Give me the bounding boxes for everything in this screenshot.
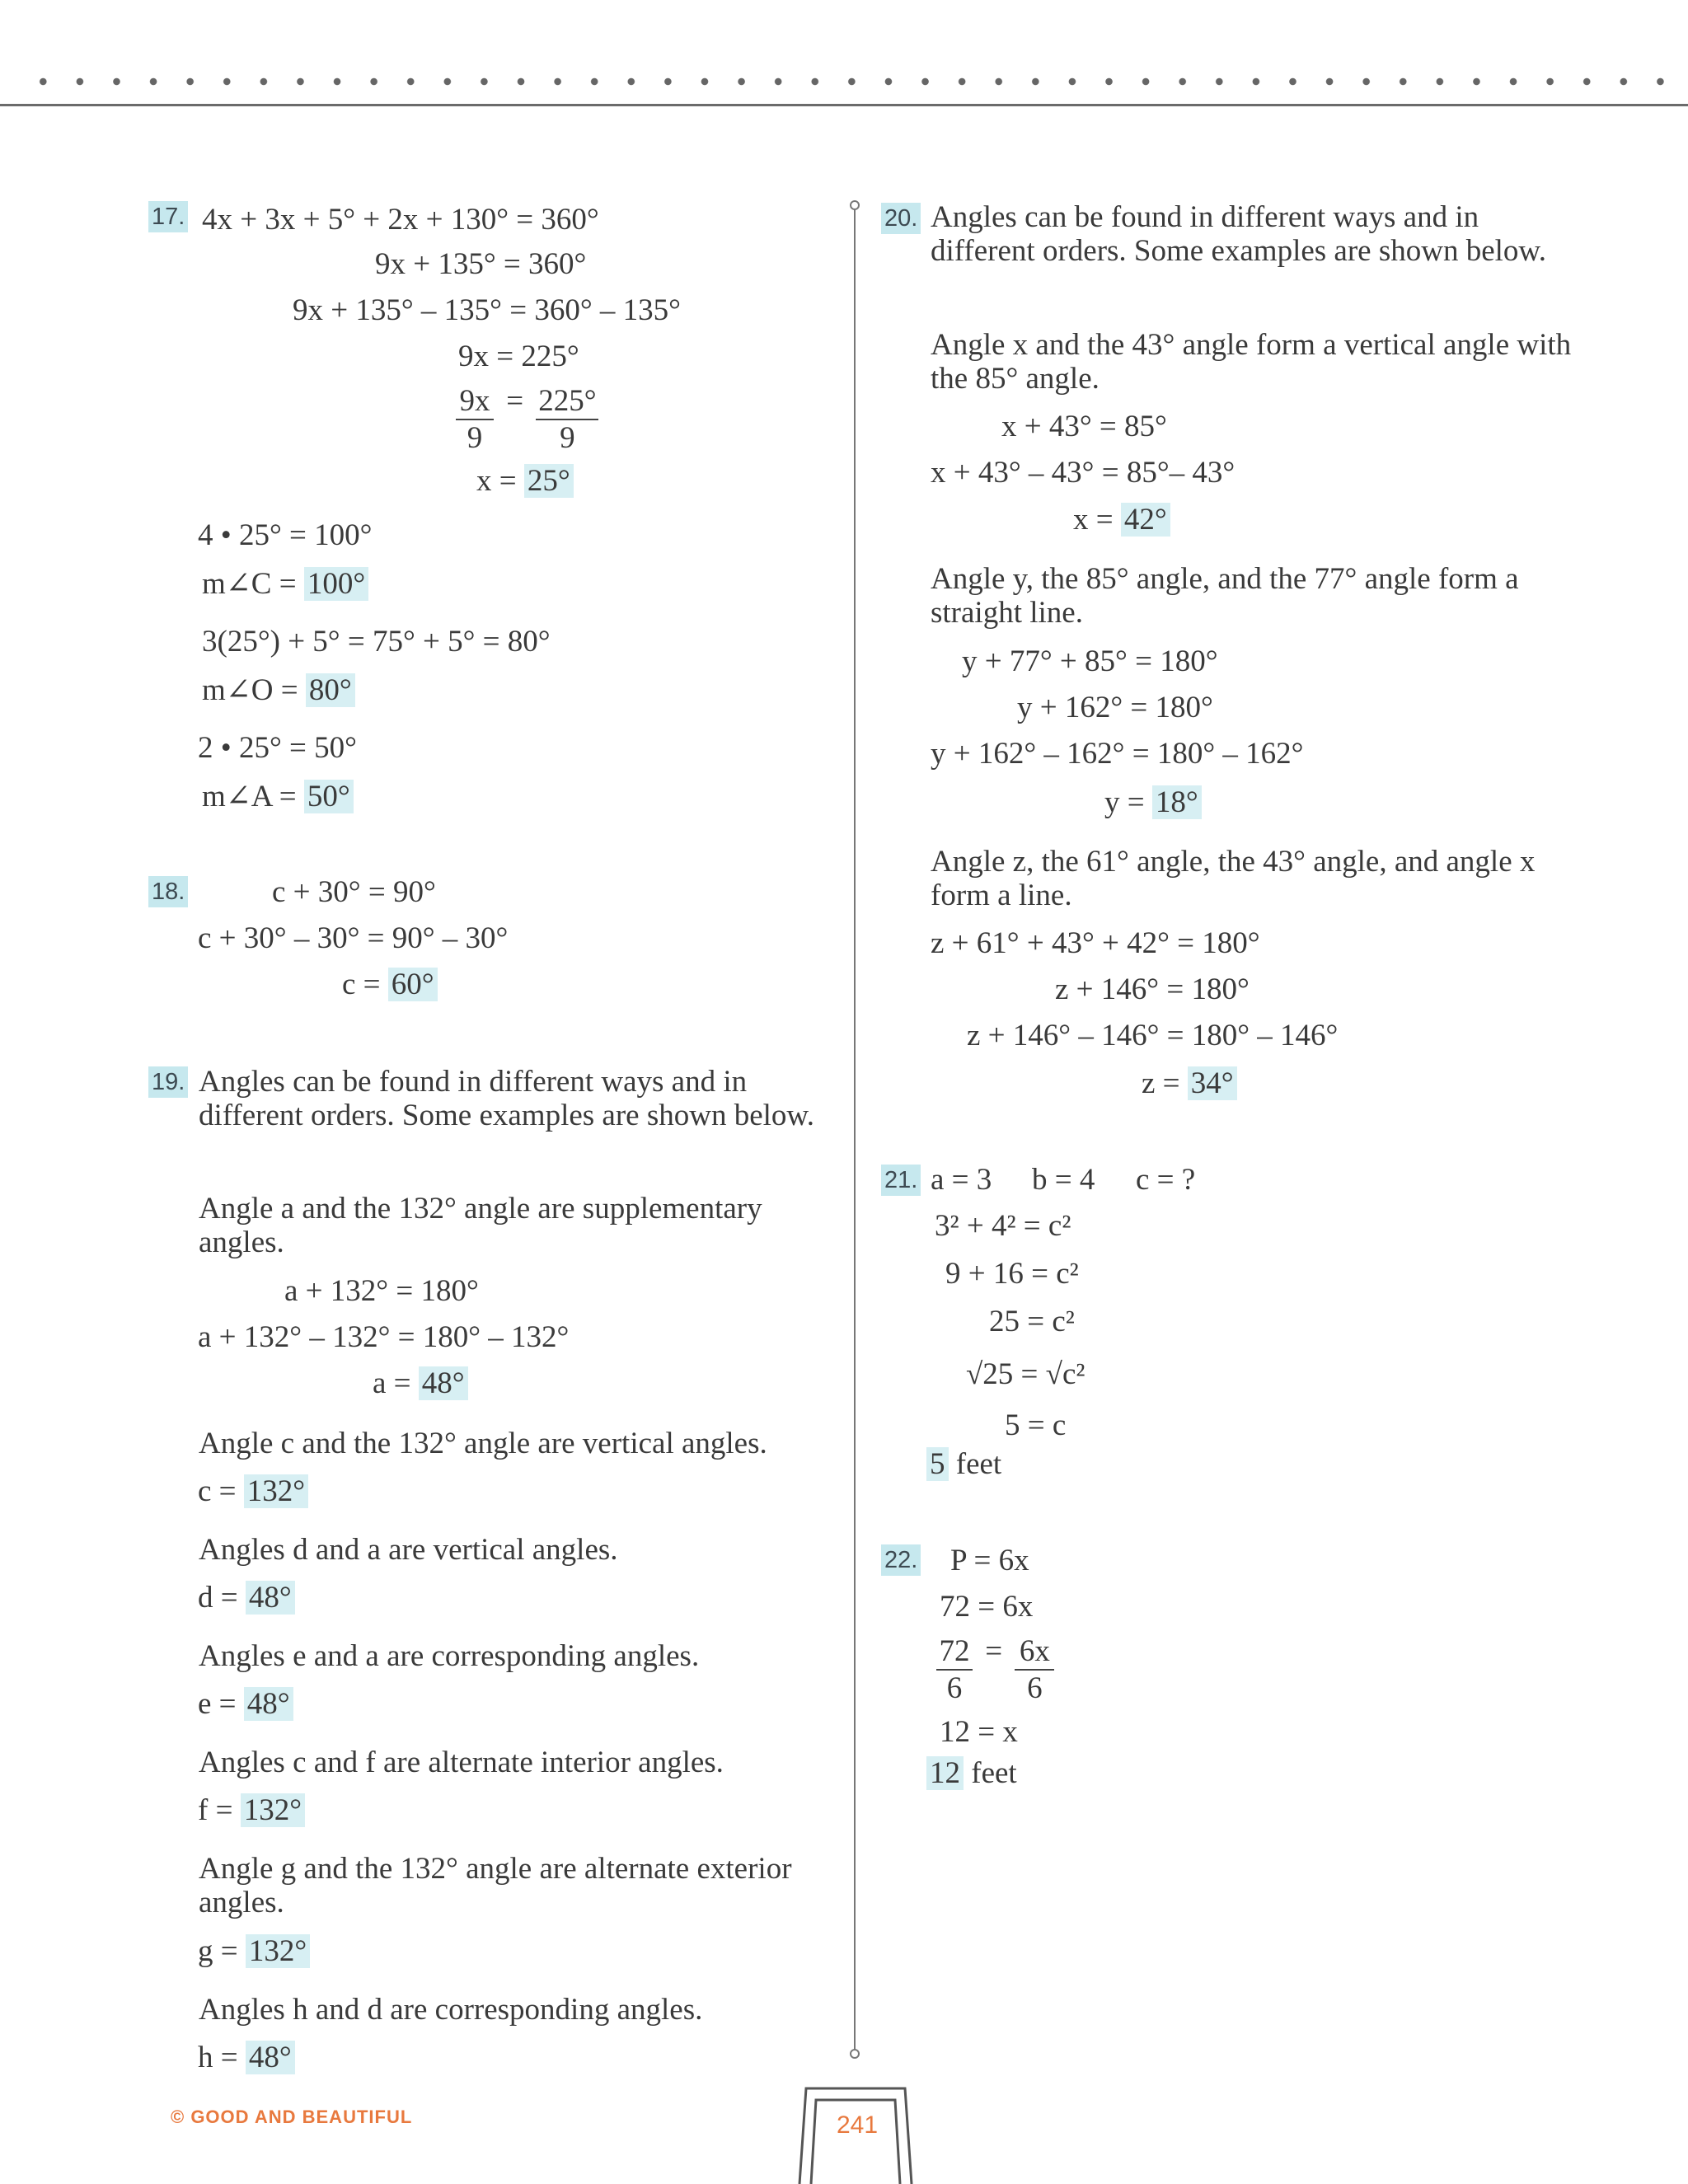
equation-line: 5 = c <box>1005 1408 1067 1442</box>
explanation-text: Angle z, the 61° angle, the 43° angle, and angle x form a line. <box>931 845 1536 912</box>
equation-line: m∠C = 100° <box>202 565 368 602</box>
explanation-text: Angle g and the 132° angle are alternate exterior angles. <box>199 1852 792 1919</box>
equation-line: d = 48° <box>198 1580 295 1615</box>
numerator: 225° <box>536 383 598 420</box>
problem-number: 19. <box>148 1066 188 1098</box>
equation-line: h = 48° <box>198 2040 295 2075</box>
explanation-text: Angle c and the 132° angle are vertical angles. <box>199 1427 767 1460</box>
equation-line: 72 = 6x <box>940 1590 1034 1624</box>
answer-highlight: 34° <box>1188 1066 1237 1100</box>
equation-line: 2 • 25° = 50° <box>198 731 357 765</box>
divider-top-cap <box>850 200 860 210</box>
equation-line: P = 6x <box>950 1544 1029 1577</box>
column-divider <box>854 204 856 2055</box>
answer-highlight: 48° <box>244 1687 293 1721</box>
answer-highlight: 60° <box>388 968 438 1001</box>
answer-highlight: 25° <box>524 464 574 498</box>
divider-bottom-cap <box>850 2049 860 2059</box>
equation-line: 9x = 225° <box>458 340 579 373</box>
equation-line: a = 48° <box>373 1366 468 1401</box>
answer-highlight: 50° <box>304 780 354 813</box>
equation-line: e = 48° <box>198 1686 293 1722</box>
explanation-text: Angle x and the 43° angle form a vertical angle with the 85° angle. <box>931 328 1572 396</box>
answer-highlight: 100° <box>304 567 368 601</box>
equation-line: z = 34° <box>1142 1066 1237 1101</box>
numerator: 72 <box>936 1633 973 1671</box>
equation-line: c = 60° <box>342 967 438 1002</box>
equation-line: 3² + 4² = c² <box>935 1209 1071 1243</box>
answer-highlight: 80° <box>306 673 355 707</box>
given-c: c = ? <box>1136 1163 1196 1197</box>
copyright-notice: © GOOD AND BEAUTIFUL <box>171 2107 413 2127</box>
problem-number: 21. <box>881 1165 921 1196</box>
answer-highlight: 132° <box>241 1793 305 1827</box>
equation-line: 9x + 135° – 135° = 360° – 135° <box>293 293 681 327</box>
equation-line: c + 30° – 30° = 90° – 30° <box>198 921 509 955</box>
answer-highlight: 132° <box>244 1474 308 1508</box>
denominator: 9 <box>560 421 575 455</box>
given-b: b = 4 <box>1032 1163 1095 1197</box>
problem-number: 22. <box>881 1544 921 1576</box>
equation-line: 4x + 3x + 5° + 2x + 130° = 360° <box>202 203 599 237</box>
header-rule <box>0 104 1688 106</box>
problem-number: 18. <box>148 876 188 907</box>
answer-highlight: 42° <box>1121 503 1170 537</box>
answer-highlight: 48° <box>246 1581 295 1615</box>
equation-line: 9 + 16 = c² <box>945 1257 1079 1291</box>
equation-line: y = 18° <box>1104 785 1202 820</box>
equation-line: 4 • 25° = 100° <box>198 518 373 552</box>
equation-line: y + 162° = 180° <box>1017 691 1213 724</box>
equation-line: y + 162° – 162° = 180° – 162° <box>931 737 1304 771</box>
fraction-equation <box>936 1633 1054 1706</box>
equation-line: a + 132° – 132° = 180° – 132° <box>198 1320 570 1354</box>
denominator: 9 <box>467 421 483 455</box>
explanation-text: Angle a and the 132° angle are supplementary angles. <box>199 1192 762 1259</box>
equation-line: f = 132° <box>198 1793 305 1828</box>
explanation-text: Angles c and f are alternate interior angles. <box>199 1746 724 1779</box>
explanation-text: Angles d and a are vertical angles. <box>199 1533 618 1567</box>
intro-text: Angles can be found in different ways and in different orders. Some examples are shown below. <box>199 1065 814 1132</box>
answer-line: 5 feet <box>926 1446 1001 1482</box>
intro-text: Angles can be found in different ways and in different orders. Some examples are shown below. <box>931 200 1546 268</box>
equation-line: z + 61° + 43° + 42° = 180° <box>931 926 1260 960</box>
numerator: 6x <box>1015 1633 1054 1671</box>
equation-line: m∠O = 80° <box>202 672 355 708</box>
equation-line: y + 77° + 85° = 180° <box>962 644 1218 678</box>
page-number: 241 <box>836 2111 879 2139</box>
equation-line: c + 30° = 90° <box>272 875 436 909</box>
equation-line: g = 132° <box>198 1933 310 1969</box>
problem-number: 17. <box>148 201 188 232</box>
denominator: 6 <box>946 1671 963 1705</box>
equation-line: √25 = √c² <box>966 1357 1085 1391</box>
given-a: a = 3 <box>931 1163 992 1197</box>
equation-line: c = 132° <box>198 1474 308 1509</box>
answer-highlight: 48° <box>419 1366 468 1400</box>
dotted-border <box>25 76 1688 87</box>
answer-highlight: 5 <box>926 1447 949 1481</box>
answer-highlight: 18° <box>1152 785 1202 819</box>
equation-line: 9x + 135° = 360° <box>375 247 587 281</box>
equation-line: z + 146° = 180° <box>1055 972 1250 1006</box>
denominator: 6 <box>1027 1671 1043 1705</box>
equals: = <box>506 384 524 418</box>
equation-line: 3(25°) + 5° = 75° + 5° = 80° <box>202 625 551 658</box>
equation-line: x + 43° = 85° <box>1001 410 1167 443</box>
answer-highlight: 48° <box>246 2041 295 2074</box>
answer-highlight: 12 <box>926 1756 964 1790</box>
explanation-text: Angle y, the 85° angle, and the 77° angle form a straight line. <box>931 562 1519 630</box>
equation-line: 12 = x <box>940 1715 1018 1749</box>
equation-line: a + 132° = 180° <box>284 1274 479 1308</box>
problem-number: 20. <box>881 203 921 234</box>
answer-line: 12 feet <box>926 1755 1017 1791</box>
equation-line: m∠A = 50° <box>202 778 354 814</box>
numerator: 9x <box>456 383 494 420</box>
equation-line: 25 = c² <box>989 1305 1075 1338</box>
equals: = <box>985 1634 1003 1668</box>
fraction-equation <box>456 383 598 456</box>
explanation-text: Angles h and d are corresponding angles. <box>199 1993 703 2027</box>
equation-line: z + 146° – 146° = 180° – 146° <box>967 1019 1339 1052</box>
equation-line: x = 25° <box>476 463 574 499</box>
explanation-text: Angles e and a are corresponding angles. <box>199 1639 700 1673</box>
equation-line: x + 43° – 43° = 85°– 43° <box>931 456 1236 490</box>
equation-line: x = 42° <box>1073 502 1170 537</box>
answer-highlight: 132° <box>246 1934 310 1968</box>
